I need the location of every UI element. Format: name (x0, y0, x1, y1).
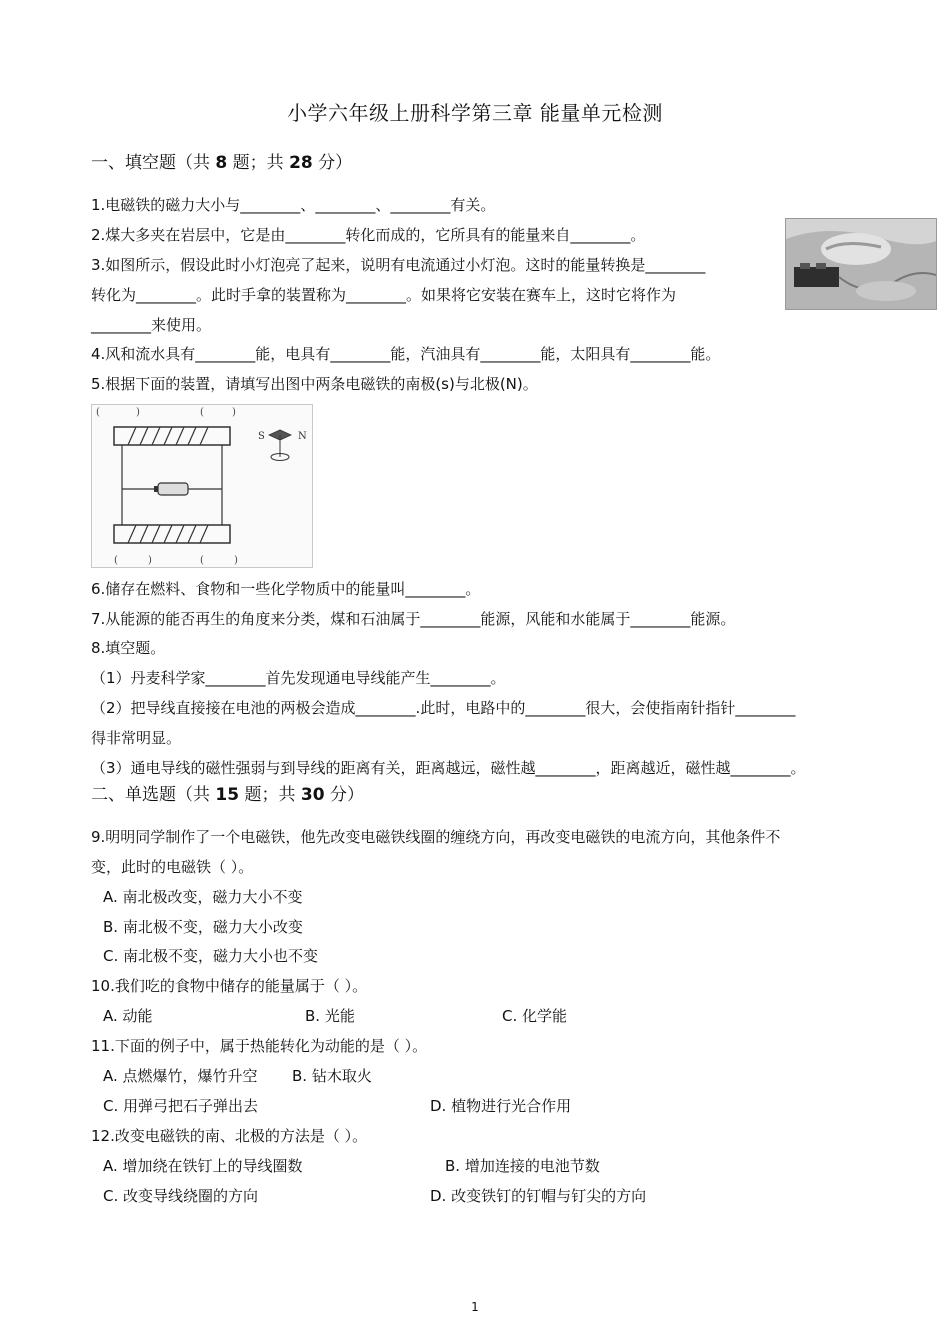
question-8-part2-line2: 得非常明显。 (91, 729, 182, 747)
question-11: 11.下面的例子中，属于热能转化为动能的是（ ）。 (91, 1037, 428, 1055)
question-8-part2-line1: （2）把导线直接接在电池的两极会造成________.此时，电路中的________很大，会使指南针指针________ (91, 699, 796, 717)
blank-paren: ) (234, 555, 238, 566)
section-header-fill-blank: 一、填空题（共 8 题；共 28 分） (91, 153, 353, 173)
question-4: 4.风和流水具有________能，电具有________能，汽油具有________能，太阳具有________能。 (91, 345, 721, 363)
question-10: 10.我们吃的食物中储存的能量属于（ ）。 (91, 977, 368, 995)
generator-photo (785, 218, 937, 310)
question-1: 1.电磁铁的磁力大小与________、________、________有关。 (91, 196, 496, 214)
section-score: 28 (289, 153, 313, 173)
question-count: 15 (215, 785, 240, 805)
question-6: 6.储存在燃料、食物和一些化学物质中的能量叫________。 (91, 580, 481, 598)
south-label: S (258, 431, 265, 442)
option-a[interactable]: A. 南北极改变，磁力大小不变 (103, 888, 303, 906)
question-9-line1: 9.明明同学制作了一个电磁铁，他先改变电磁铁线圈的缠绕方向，再改变电磁铁的电流方向，其他条件不 (91, 828, 781, 846)
option-a[interactable]: A. 点燃爆竹，爆竹升空 (103, 1067, 258, 1085)
question-5: 5.根据下面的装置，请填写出图中两条电磁铁的南极(s)与北极(N)。 (91, 375, 538, 393)
question-3-line3: ________来使用。 (91, 316, 212, 334)
option-a[interactable]: A. 增加绕在铁钉上的导线圈数 (103, 1157, 303, 1175)
blank-paren: ) (136, 407, 140, 418)
blank-paren: ( (200, 407, 204, 418)
question-3-line1: 3.如图所示，假设此时小灯泡亮了起来，说明有电流通过小灯泡。这时的能量转换是________ (91, 256, 706, 274)
question-8-part3: （3）通电导线的磁性强弱与到导线的距离有关，距离越远，磁性越________，距离越近，磁性越________。 (91, 759, 806, 777)
blank-paren: ( (96, 407, 100, 418)
question-8-part1: （1）丹麦科学家________首先发现通电导线能产生________。 (91, 669, 506, 687)
option-c[interactable]: C. 化学能 (502, 1007, 568, 1025)
option-c[interactable]: C. 用弹弓把石子弹出去 (103, 1097, 259, 1115)
option-a[interactable]: A. 动能 (103, 1007, 153, 1025)
blank-paren: ) (232, 407, 236, 418)
blank-paren: ) (148, 555, 152, 566)
question-2: 2.煤大多夹在岩层中，它是由________转化而成的，它所具有的能量来自________。 (91, 226, 646, 244)
option-c[interactable]: C. 南北极不变，磁力大小也不变 (103, 947, 319, 965)
option-b[interactable]: B. 光能 (305, 1007, 355, 1025)
option-b[interactable]: B. 增加连接的电池节数 (445, 1157, 600, 1175)
option-b[interactable]: B. 钻木取火 (292, 1067, 372, 1085)
compass-icon (258, 430, 307, 461)
question-9-line2: 变，此时的电磁铁（ ）。 (91, 858, 254, 876)
electromagnet-diagram (91, 404, 313, 568)
question-7: 7.从能源的能否再生的角度来分类，煤和石油属于________能源，风能和水能属于________能源。 (91, 610, 736, 628)
section-score: 30 (300, 785, 325, 805)
page-number: 1 (471, 1300, 479, 1314)
option-d[interactable]: D. 改变铁钉的钉帽与钉尖的方向 (430, 1187, 647, 1205)
question-12: 12.改变电磁铁的南、北极的方法是（ ）。 (91, 1127, 368, 1145)
top-coil (128, 427, 208, 445)
blank-paren: ( (114, 555, 118, 566)
question-8-stem: 8.填空题。 (91, 639, 166, 657)
question-3-line2: 转化为________。此时手拿的装置称为________。如果将它安装在赛车上，这时它将作为 (91, 286, 677, 304)
blank-paren: ( (200, 555, 204, 566)
bottom-coil (128, 525, 208, 543)
question-count: 8 (215, 153, 228, 173)
section-header-single-choice: 二、单选题（共 15 题；共 30 分） (91, 785, 364, 805)
option-c[interactable]: C. 改变导线绕圈的方向 (103, 1187, 259, 1205)
battery (158, 483, 188, 495)
north-label: N (298, 431, 307, 442)
option-b[interactable]: B. 南北极不变，磁力大小改变 (103, 918, 303, 936)
document-title: 小学六年级上册科学第三章 能量单元检测 (287, 101, 663, 125)
option-d[interactable]: D. 植物进行光合作用 (430, 1097, 572, 1115)
